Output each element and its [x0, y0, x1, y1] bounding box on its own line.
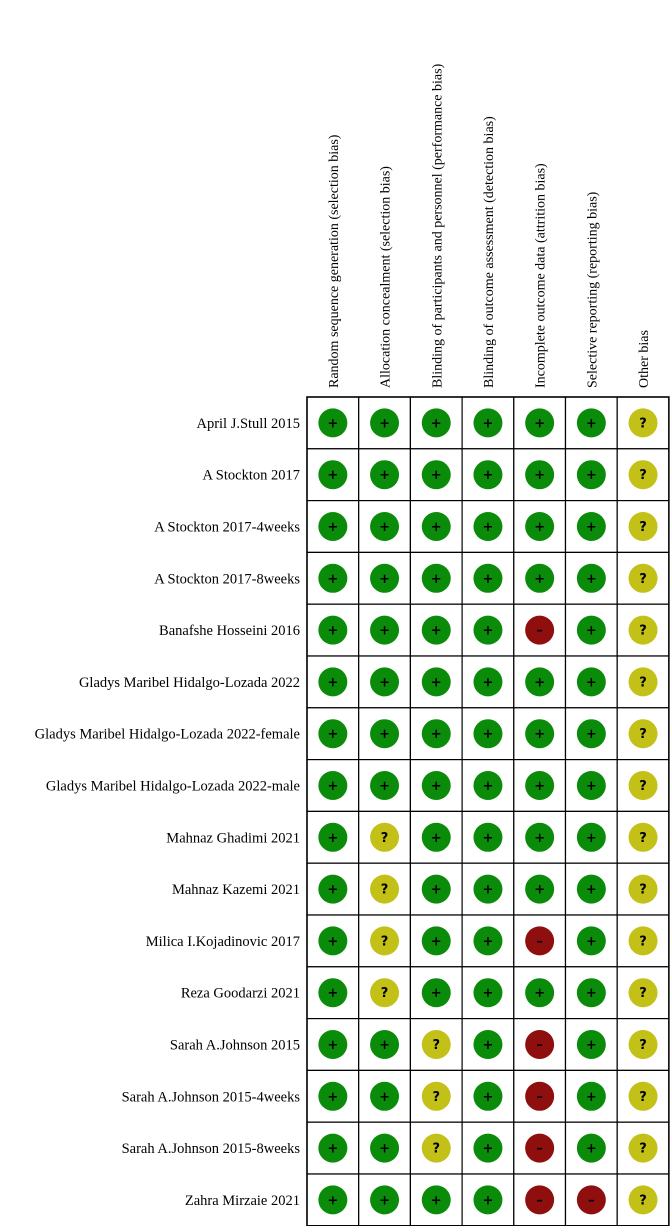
- judgement-symbol: ?: [639, 986, 647, 1002]
- judgement-symbol: ?: [639, 727, 647, 743]
- judgement-symbol: ?: [380, 830, 389, 846]
- judgement-symbol: +: [534, 468, 546, 484]
- judgement-symbol: +: [534, 882, 546, 898]
- column-header: Selective reporting (reporting bias): [585, 191, 601, 388]
- judgement-symbol: ?: [639, 830, 647, 846]
- judgement-symbol: +: [430, 416, 442, 432]
- study-label: A Stockton 2017-8weeks: [154, 571, 300, 588]
- judgement-symbol: +: [379, 623, 391, 639]
- study-label: Gladys Maribel Hidalgo-Lozada 2022-female: [34, 726, 300, 743]
- study-label: Reza Goodarzi 2021: [180, 985, 300, 1002]
- judgement-symbol: +: [430, 675, 442, 691]
- judgement-grid: [307, 397, 669, 1226]
- judgement-symbol: +: [379, 727, 391, 743]
- judgement-symbol: +: [430, 1193, 442, 1209]
- judgement-symbol: +: [534, 779, 546, 794]
- judgement-symbol: +: [585, 623, 597, 639]
- judgement-symbol: +: [482, 520, 494, 535]
- judgement-symbol: +: [585, 571, 597, 587]
- study-label: Sarah A.Johnson 2015-8weeks: [121, 1141, 300, 1158]
- judgement-symbol: +: [379, 1141, 391, 1157]
- judgement-symbol: –: [536, 1089, 543, 1105]
- judgement-symbol: –: [536, 1038, 543, 1053]
- judgement-symbol: +: [379, 571, 391, 587]
- judgement-symbol: +: [482, 934, 494, 950]
- judgement-symbol: +: [327, 1038, 339, 1053]
- judgement-symbol: +: [585, 416, 597, 432]
- judgement-symbol: +: [585, 986, 597, 1002]
- judgement-symbol: +: [327, 468, 339, 484]
- column-headers: [327, 63, 652, 388]
- judgement-symbol: +: [534, 727, 546, 743]
- judgement-symbol: +: [585, 727, 597, 743]
- study-label: Sarah A.Johnson 2015-4weeks: [121, 1089, 300, 1106]
- judgement-symbol: ?: [639, 1038, 647, 1053]
- judgement-symbol: ?: [639, 934, 647, 950]
- column-header: Blinding of outcome assessment (detection bias): [481, 116, 497, 388]
- judgement-symbol: +: [430, 779, 442, 794]
- judgement-symbol: +: [430, 830, 442, 846]
- judgement-symbol: –: [536, 1193, 543, 1209]
- judgement-symbol: +: [482, 727, 494, 743]
- judgement-symbol: +: [327, 1193, 339, 1209]
- judgement-symbol: +: [482, 675, 494, 691]
- study-label: April J.Stull 2015: [196, 415, 300, 432]
- study-label: A Stockton 2017: [202, 467, 300, 484]
- judgement-symbol: +: [482, 468, 494, 484]
- judgement-symbol: ?: [639, 779, 647, 794]
- judgement-symbol: +: [379, 1089, 391, 1105]
- judgement-symbol: +: [534, 830, 546, 846]
- judgement-symbol: ?: [639, 468, 647, 484]
- judgement-symbol: +: [327, 727, 339, 743]
- judgement-symbol: +: [379, 1193, 391, 1209]
- column-header: Blinding of participants and personnel (performance bias): [430, 63, 446, 388]
- judgement-symbol: +: [430, 986, 442, 1002]
- judgement-symbol: +: [327, 1089, 339, 1105]
- judgement-symbol: +: [430, 571, 442, 587]
- judgement-symbol: +: [585, 934, 597, 950]
- judgement-symbol: +: [430, 727, 442, 743]
- study-label: Zahra Mirzaie 2021: [184, 1192, 300, 1209]
- judgement-symbol: ?: [639, 675, 647, 691]
- judgement-symbol: ?: [639, 416, 647, 432]
- judgement-symbol: +: [327, 675, 339, 691]
- study-label: A Stockton 2017-4weeks: [154, 519, 300, 536]
- judgement-symbol: +: [327, 934, 339, 950]
- judgement-symbol: +: [430, 623, 442, 639]
- judgement-symbol: +: [430, 934, 442, 950]
- judgement-symbol: +: [430, 882, 442, 898]
- study-label: Gladys Maribel Hidalgo-Lozada 2022: [78, 674, 300, 691]
- judgement-symbol: +: [585, 468, 597, 484]
- judgement-symbol: +: [585, 520, 597, 535]
- study-label: Milica I.Kojadinovic 2017: [145, 933, 300, 950]
- judgement-symbol: +: [327, 882, 339, 898]
- judgement-symbol: +: [482, 571, 494, 587]
- judgement-symbol: –: [588, 1193, 595, 1209]
- judgement-symbol: ?: [380, 986, 389, 1002]
- judgement-symbol: ?: [639, 571, 647, 587]
- judgement-symbol: +: [430, 520, 442, 535]
- judgement-symbol: +: [585, 675, 597, 691]
- judgement-symbol: –: [536, 934, 543, 950]
- judgement-symbol: +: [482, 416, 494, 432]
- judgement-symbol: –: [536, 1141, 543, 1157]
- column-header: Incomplete outcome data (attrition bias): [533, 163, 549, 388]
- judgement-symbol: +: [482, 623, 494, 639]
- judgement-symbol: +: [534, 675, 546, 691]
- judgement-symbol: ?: [380, 934, 389, 950]
- judgement-symbol: +: [327, 830, 339, 846]
- judgement-symbol: +: [482, 1141, 494, 1157]
- judgement-symbol: +: [482, 1193, 494, 1209]
- judgement-symbol: ?: [639, 1141, 647, 1157]
- judgement-symbol: ?: [639, 1089, 647, 1105]
- study-labels: [35, 416, 301, 1209]
- column-header: Allocation concealment (selection bias): [378, 166, 394, 388]
- judgement-symbol: +: [482, 986, 494, 1002]
- judgement-symbol: +: [379, 468, 391, 484]
- judgement-symbol: ?: [380, 882, 389, 898]
- judgement-symbol: ?: [432, 1141, 441, 1157]
- judgement-symbol: +: [327, 571, 339, 587]
- judgement-symbol: ?: [639, 623, 647, 639]
- judgement-symbol: +: [534, 416, 546, 432]
- judgement-symbol: +: [585, 779, 597, 794]
- judgement-symbol: +: [534, 520, 546, 535]
- judgement-symbol: ?: [639, 520, 647, 535]
- judgement-symbol: +: [482, 1038, 494, 1053]
- judgement-symbol: +: [585, 1038, 597, 1053]
- judgement-symbol: +: [534, 986, 546, 1002]
- judgement-symbol: +: [327, 416, 339, 432]
- judgement-symbol: +: [379, 520, 391, 535]
- judgement-symbol: +: [327, 520, 339, 535]
- judgement-symbol: +: [482, 779, 494, 794]
- judgement-symbol: +: [327, 779, 339, 794]
- judgement-symbol: +: [379, 416, 391, 432]
- column-header: Other bias: [637, 330, 653, 388]
- judgement-symbol: +: [585, 882, 597, 898]
- judgement-symbol: +: [327, 1141, 339, 1157]
- judgement-symbol: +: [482, 1089, 494, 1105]
- column-header: Random sequence generation (selection bias): [326, 134, 342, 388]
- judgement-symbol: ?: [639, 882, 647, 898]
- judgement-symbol: +: [482, 830, 494, 846]
- judgement-symbol: +: [534, 571, 546, 587]
- judgement-symbol: –: [536, 623, 543, 639]
- study-label: Mahnaz Kazemi 2021: [171, 882, 300, 899]
- judgement-symbol: +: [327, 623, 339, 639]
- judgement-symbol: +: [430, 468, 442, 484]
- judgement-symbol: +: [585, 830, 597, 846]
- judgement-symbol: +: [585, 1141, 597, 1157]
- study-label: Banafshe Hosseini 2016: [159, 623, 300, 640]
- judgement-symbol: +: [327, 986, 339, 1002]
- study-label: Mahnaz Ghadimi 2021: [166, 830, 300, 847]
- judgement-symbol: ?: [639, 1193, 647, 1209]
- study-label: Gladys Maribel Hidalgo-Lozada 2022-male: [45, 778, 300, 795]
- judgement-symbol: ?: [432, 1038, 441, 1053]
- study-label: Sarah A.Johnson 2015: [169, 1037, 300, 1054]
- judgement-symbol: +: [585, 1089, 597, 1105]
- judgement-symbol: +: [379, 779, 391, 794]
- judgement-symbol: +: [482, 882, 494, 898]
- judgement-symbol: +: [379, 675, 391, 691]
- judgement-symbol: +: [379, 1038, 391, 1053]
- judgement-symbol: ?: [432, 1089, 441, 1105]
